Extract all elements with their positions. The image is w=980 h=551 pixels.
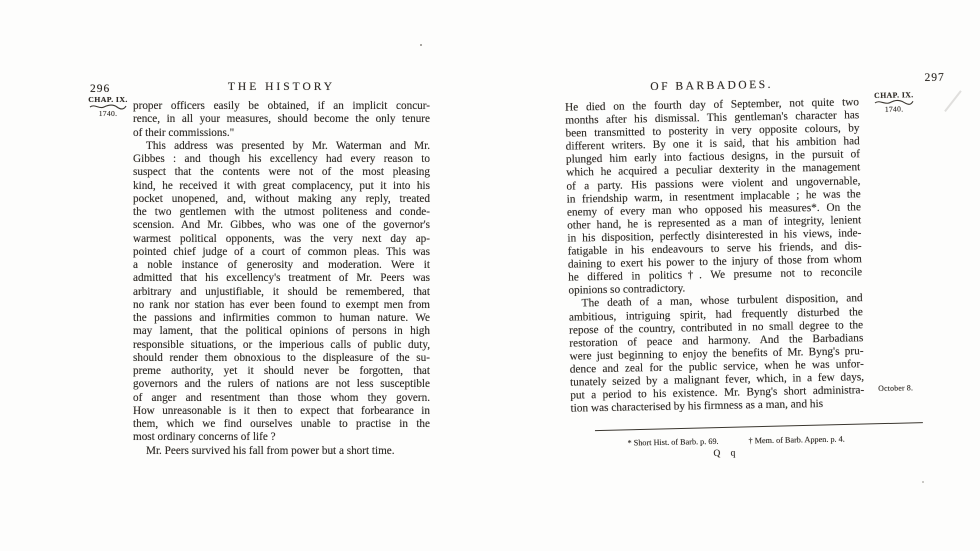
text-line: arbitrary and unjustifiable, it should be remembered, that xyxy=(133,285,430,298)
text-line: Mr. Peers survived his fall from power but a short time. xyxy=(146,444,395,457)
text-line: been transmitted to posterity in very opposite colours, by xyxy=(565,122,860,140)
text-line: a noble instance of generosity and moderation. Were it xyxy=(133,259,430,271)
left-year-note: 1740. xyxy=(98,109,118,118)
text-line: the passions and infirmities common to human nature. We xyxy=(133,312,430,324)
left-margin-notes xyxy=(85,95,131,118)
text-line: of anger and resentment than those whom they govern. xyxy=(133,391,430,404)
text-line: tunately seized by a malignant fever, which, in a few days, xyxy=(569,371,865,389)
text-line: the two gentlemen with the utmost politeness and conde- xyxy=(133,206,430,218)
scan-speck xyxy=(420,44,422,46)
text-line: This address was presented by Mr. Waterman and Mr. xyxy=(146,139,430,152)
text-line: responsible situations, or the imperious calls of public duty, xyxy=(133,338,430,351)
footnote-dagger: † Mem. of Barb. Appen. p. 4. xyxy=(748,434,845,446)
text-line: no rank nor station has ever been found to exempt men from xyxy=(133,298,430,311)
text-line: He died on the fourth day of September, not quite two xyxy=(564,96,860,114)
text-line: repose of the country, contributed in no small degree to the xyxy=(569,318,864,337)
text-line: other hand, he is represented as a man of integrity, lenient xyxy=(567,214,862,232)
left-page xyxy=(85,75,445,475)
left-running-header: THE HISTORY xyxy=(227,81,336,93)
left-page-number: 296 xyxy=(90,83,111,95)
right-page-number: 297 xyxy=(924,71,945,85)
right-page xyxy=(556,63,980,491)
right-year-note: 1740. xyxy=(884,104,904,114)
text-line: enemy of every man who opposed his measures*. On the xyxy=(566,200,862,219)
right-margin-notes xyxy=(863,90,925,114)
footnote-asterisk: * Short Hist. of Barb. p. 69. xyxy=(627,436,719,448)
text-line: of a party. His passions were violent and ungovernable, xyxy=(566,174,861,193)
right-page-body xyxy=(565,96,865,416)
text-line: dence and zeal for the public service, when he was unfor- xyxy=(569,358,864,376)
text-line: ambitious, intriguing spirit, had frequently disturbed the xyxy=(568,305,863,324)
signature-mark: Q q xyxy=(713,448,740,459)
text-line: pointed chief judge of a court of common pleas. This was xyxy=(133,245,430,258)
text-line: rence, in all your measures, should become the only tenure xyxy=(133,113,430,126)
left-page-body xyxy=(133,100,430,458)
footnotes xyxy=(571,434,901,449)
text-line: How unreasonable is it then to expect that forbearance in xyxy=(133,404,430,417)
text-line: preme authority, yet it should never be forgotten, that xyxy=(133,365,430,377)
text-line: warmest political opponents, was the very next day ap- xyxy=(133,232,430,245)
left-chapter-note: CHAP. IX. xyxy=(88,95,128,104)
text-line: he differed in politics†. We presume not to reconcile xyxy=(568,266,863,284)
text-line: admitted that his excellency's treatment of Mr. Peers was xyxy=(133,272,430,285)
text-line: governors and the rulers of nations are not less susceptible xyxy=(133,378,430,391)
text-line: restoration of peace and harmony. And the Barbadians xyxy=(569,331,864,350)
text-line: put a period to his existence. Mr. Byng's short administra- xyxy=(570,384,865,402)
text-line: them, which we find ourselves unable to practise in the xyxy=(133,418,430,430)
text-line: in friendship warm, in resentment implacable ; he was the xyxy=(566,187,861,206)
text-line: Gibbes : and though his excellency had every reason to xyxy=(133,153,430,165)
text-line: were just beginning to enjoy the benefits of Mr. Byng's pru- xyxy=(569,344,864,363)
text-line: of their commissions." xyxy=(133,126,235,139)
right-chapter-note: CHAP. IX. xyxy=(874,90,914,100)
text-line: The death of a man, whose turbulent disposition, and xyxy=(581,292,863,310)
text-line: daining to exert his power to the injury of those from whom xyxy=(567,253,862,271)
text-line: which he acquired a peculiar dexterity in the management xyxy=(566,161,861,180)
text-line: scension. And Mr. Gibbes, who was one of the governor's xyxy=(133,219,430,232)
margin-date-note: October 8. xyxy=(878,383,914,393)
text-line: most ordinary concerns of life ? xyxy=(133,431,276,444)
text-line: tion was characterised by his firmness as a man, and his xyxy=(570,398,824,415)
text-line: different writers. By one it is said, that his ambition had xyxy=(565,135,860,153)
text-line: plunged him early into factious designs, in the pursuit of xyxy=(565,148,861,166)
text-line: kind, he received it with great complacency, put it into his xyxy=(133,179,430,192)
text-line: months after his dismissal. This gentleman's character has xyxy=(565,109,860,127)
footnote-rule xyxy=(595,422,923,431)
text-line: opinions so contradictory. xyxy=(568,282,686,297)
right-running-header: OF BARBADOES. xyxy=(650,78,774,94)
text-line: should render them obnoxious to the displeasure of the su- xyxy=(133,351,430,364)
text-line: pocket unopened, and, without making any reply, treated xyxy=(133,192,430,205)
text-line: suspect that the contents were not of the most pleasing xyxy=(133,166,430,179)
text-line: fatigable in his endeavours to serve his friends, and dis- xyxy=(567,240,862,258)
text-line: proper officers easily be obtained, if an implicit concur- xyxy=(133,100,430,112)
text-line: in his disposition, perfectly disinterested in his views, inde- xyxy=(567,227,862,245)
text-line: may lament, that the political opinions of persons in high xyxy=(133,325,430,338)
scan-speck xyxy=(922,481,924,483)
